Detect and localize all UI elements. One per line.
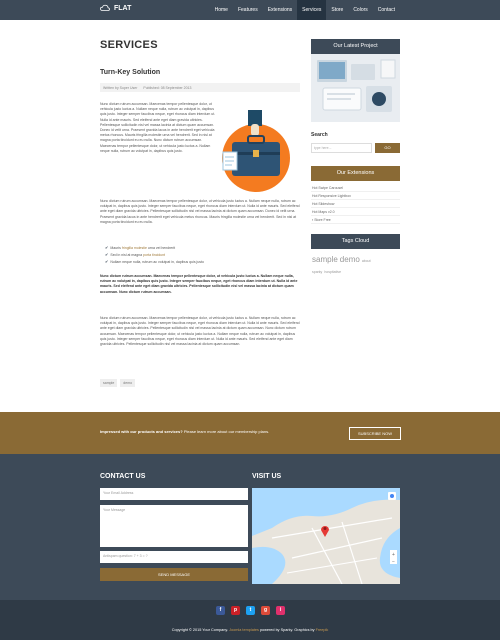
search-form <box>311 143 400 153</box>
nav-features[interactable]: Features <box>237 7 258 13</box>
copyright-text: Copyright © 2015 Your Company. Joomla templates powered by Sparky. Graphics by Freepik <box>171 628 329 632</box>
cta-text: Impressed with our products and services? Please learn more about our membership plans. <box>100 429 270 434</box>
visit-heading: VISIT US <box>252 473 282 480</box>
subscribe-button[interactable]: SUBSCRIBE NOW <box>349 427 401 440</box>
footer-contact-section <box>0 454 500 600</box>
meta-author: Written by Super User <box>103 85 138 90</box>
paragraph-4: Nunc dictum rutrum accumsan. Maecenas tempor pellentesque dolor, ut vehicula justo luctus a. Nullam neque nulla, rutrum ac volutpat in, dapibus quis justo. Integer semper faucibus neque, eget rhoncus diam interdum ut. Nulla id ante mauris. Sed eleifend ante eget diam gravida ultricies. Pellentesque sollicitudin nisl vel massa lacinia at dictum quam accumsan. Nunc dictum rutrum accumsan. Maecenas tempor pellentesque dolor, ut vehicula justo luctus a. Nullam neque nulla, rutrum ac volutpat in, dapibus quis justo. Integer semper faucibus neque, eget rhoncus diam interdum ut. Nulla id ante mauris. Sed eleifend ante eget diam gravida ultricies. Pellentesque sollicitudin nisl vel massa lacinia at dictum quam accumsan. <box>100 316 300 347</box>
social-links <box>216 606 285 615</box>
tag-sample[interactable]: sample <box>100 379 117 387</box>
main-nav <box>210 0 400 20</box>
footer-bottom <box>0 600 500 640</box>
extension-link[interactable]: ▪ Store Free <box>311 216 400 224</box>
nav-home[interactable]: Home <box>214 7 228 13</box>
svg-text:−: − <box>392 559 395 565</box>
search-button[interactable]: GO <box>375 143 400 153</box>
map-pin-icon <box>320 524 330 537</box>
sidebar <box>311 20 400 278</box>
antispam-field[interactable]: Antispam question: 7 + 3 = ? <box>100 551 248 563</box>
latest-project-heading: Our Latest Project <box>311 39 400 54</box>
freepik-link[interactable]: Freepik <box>315 628 329 632</box>
tags-cloud <box>311 252 400 278</box>
cloud-tag-demo[interactable]: demo <box>339 255 360 264</box>
pinterest-icon[interactable]: p <box>231 606 240 615</box>
bullet-icon: ▪ <box>312 218 315 222</box>
google-plus-icon[interactable]: g <box>261 606 270 615</box>
feature-checklist <box>105 244 204 265</box>
extension-link[interactable]: Hot Responsive Lightbox <box>311 192 400 200</box>
instagram-icon[interactable]: i <box>276 606 285 615</box>
cta-band <box>0 412 500 454</box>
checklist-item <box>105 258 204 265</box>
extension-link[interactable]: Hot Swipe Carousel <box>311 184 400 192</box>
paragraph-2: Nunc dictum rutrum accumsan. Maecenas tempor pellentesque dolor, ut vehicula justo luctus a. Nullam neque nulla, rutrum ac volutpat in, dapibus quis justo. Integer semper faucibus neque, eget rhoncus diam interdum ut. Nulla id ante mauris. Sed eleifend ante eget diam gravida ultricies. Pellentesque sollicitudin nisl vel massa lacinia at dictum quam accumsan. Donec id velit urna. Praesent gravida lacus in ante hendrerit eget vehicula metus rhoncus. Mauris fringilla molestie urna vel hendrerit. Sed in nisl at magna porta tincidunt eu eu nulla. <box>100 199 300 224</box>
tag-demo[interactable]: demo <box>120 379 135 387</box>
svg-text:+: + <box>392 552 395 558</box>
site-logo[interactable] <box>100 4 131 12</box>
briefcase-illustration <box>218 100 298 200</box>
article-title[interactable]: Turn-Key Solution <box>100 69 161 76</box>
checklist-item <box>105 251 204 258</box>
nav-services[interactable]: Services <box>297 0 326 20</box>
extensions-heading: Our Extensions <box>311 166 400 181</box>
top-navbar <box>0 0 500 20</box>
checklist-text: Nullam neque nulla, rutrum ac volutpat in, dapibus quis justo <box>110 259 204 264</box>
page-title: SERVICES <box>100 39 158 51</box>
check-icon: ✔ <box>105 245 109 250</box>
twitter-icon[interactable]: t <box>246 606 255 615</box>
paragraph-3-bold: Nunc dictum rutrum accumsan. Maecenas tempor pellentesque dolor, ut vehicula justo luctus a. Nullam neque nulla, rutrum ac volutpat in, dapibus quis justo. Integer semper faucibus neque, eget rhoncus diam interdum ut. Nulla id ante mauris. Sed eleifend ante eget diam gravida ultricies. Pellentesque sollicitudin nisl vel massa lacinia at dictum quam accumsan. Nunc dictum rutrum accumsan. <box>100 274 298 294</box>
tags-cloud-heading: Tags Cloud <box>311 234 400 249</box>
logo-text: FLAT <box>114 4 132 12</box>
search-heading: Search <box>311 132 328 138</box>
nav-store[interactable]: Store <box>331 7 344 13</box>
checklist-text: Mauris fringilla molestie urna vel hendrerit <box>110 245 176 250</box>
main-content <box>100 20 300 385</box>
checklist-item <box>105 244 204 251</box>
extension-link[interactable]: Hot Slideshow <box>311 200 400 208</box>
send-message-button[interactable]: SEND MESSAGE <box>100 568 248 581</box>
cloud-tag-sample[interactable]: sample <box>312 255 338 264</box>
nav-contact[interactable]: Contact <box>377 7 395 13</box>
meta-published: Published: 08 September 2013 <box>143 85 192 90</box>
search-input[interactable]: type here... <box>311 143 372 153</box>
extension-link[interactable]: Hot Maps v2.0 <box>311 208 400 216</box>
facebook-icon[interactable]: f <box>216 606 225 615</box>
article-tags <box>100 379 135 387</box>
check-icon: ✔ <box>105 259 109 264</box>
templates-link[interactable]: Joomla templates <box>229 628 259 632</box>
checklist-text: Sed in nisl at magna porta tincidunt <box>110 252 166 257</box>
cloud-tag-hospitative[interactable]: hospitative <box>324 270 342 274</box>
cloud-tag-about-sparky[interactable]: about sparky <box>312 259 371 274</box>
paragraph-1: Nunc dictum rutrum accumsan. Maecenas tempor pellentesque dolor, ut vehicula justo luctus a. Nullam neque nulla, rutrum ac volutpat in, dapibus quis justo. Integer semper faucibus neque, eget rhoncus diam interdum ut. Nulla id ante mauris. Sed eleifend ante eget diam gravida ultricies. Pellentesque sollicitudin nisl vel massa lacinia at dictum quam accumsan. Donec id velit urna. Praesent gravida lacus in ante hendrerit eget vehicula metus rhoncus. Mauris fringilla molestie urna vel hendrerit. Sed in nisl at magna porta tincidunt eu eu nulla. Nunc dictum rutrum accumsan. Maecenas tempor pellentesque dolor, ut vehicula justo luctus a. Nullam neque nulla, rutrum ac volutpat in, dapibus quis justo. <box>100 102 216 153</box>
nav-colors[interactable]: Colors <box>353 7 368 13</box>
extensions-list <box>311 184 400 224</box>
cloud-icon <box>100 4 110 12</box>
nav-extensions[interactable]: Extensions <box>267 7 293 13</box>
message-field[interactable]: Your Message <box>100 505 248 547</box>
location-map[interactable] <box>252 488 400 584</box>
email-field[interactable]: Your Email Address <box>100 488 248 500</box>
contact-heading: CONTACT US <box>100 473 146 480</box>
article-meta <box>100 83 300 92</box>
latest-project-image[interactable] <box>311 54 400 122</box>
check-icon: ✔ <box>105 252 109 257</box>
